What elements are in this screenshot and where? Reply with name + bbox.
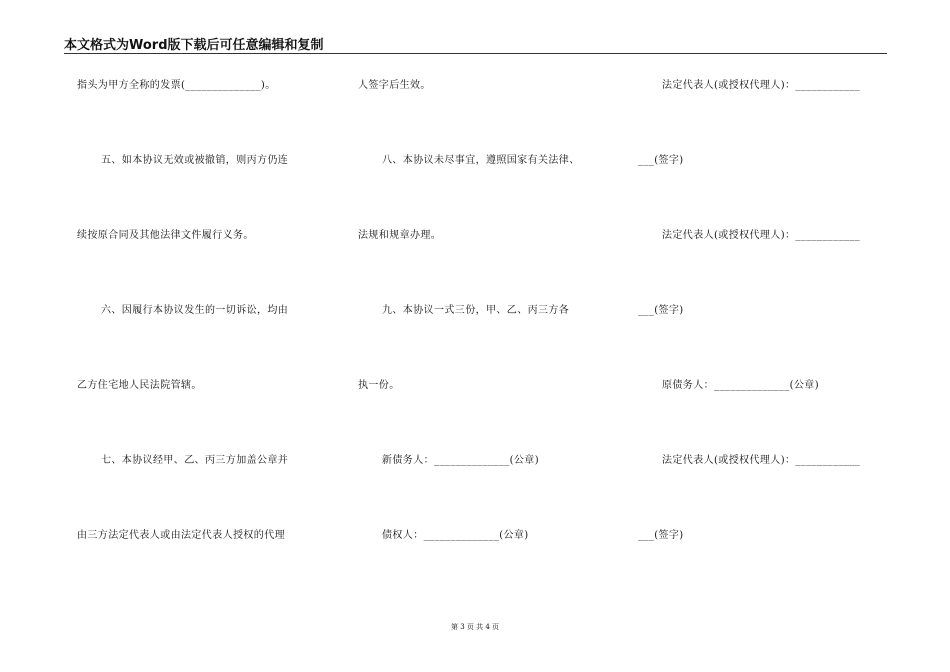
middle-line-6: 新债务人：______________(公章) [382,455,540,466]
right-line-4: ___(签字) [638,305,684,316]
left-line-6: 七、本协议经甲、乙、丙三方加盖公章并 [101,455,289,466]
right-line-5: 原债务人：______________(公章) [662,380,820,391]
right-line-7: ___(签字) [638,530,684,541]
middle-line-3: 法规和规章办理。 [358,230,442,241]
right-line-1: 法定代表人(或授权代理人)：____________ [662,80,861,91]
left-line-4: 六、因履行本协议发生的一切诉讼，均由 [101,305,289,316]
left-line-7: 由三方法定代表人或由法定代表人授权的代理 [77,530,285,541]
left-line-5: 乙方住宅地人民法院管辖。 [77,380,202,391]
left-line-2: 五、如本协议无效或被撤销，则丙方仍连 [101,155,289,166]
middle-line-5: 执一份。 [358,380,400,391]
middle-line-7: 债权人：______________(公章) [382,530,529,541]
left-line-3: 续按原合同及其他法律文件履行义务。 [77,230,254,241]
middle-line-4: 九、本协议一式三份，甲、乙、丙三方各 [382,305,570,316]
header-divider [64,53,887,54]
right-line-3: 法定代表人(或授权代理人)：____________ [662,230,861,241]
middle-line-2: 八、本协议未尽事宜，遵照国家有关法律、 [382,155,580,166]
left-line-1: 指头为甲方全称的发票(______________)。 [77,80,276,91]
document-header-title: 本文格式为Word版下载后可任意编辑和复制 [64,38,324,53]
right-line-2: ___(签字) [638,155,684,166]
page-number-footer: 第 3 页 共 4 页 [450,623,500,631]
right-line-6: 法定代表人(或授权代理人)：____________ [662,455,861,466]
middle-line-1: 人签字后生效。 [358,80,431,91]
